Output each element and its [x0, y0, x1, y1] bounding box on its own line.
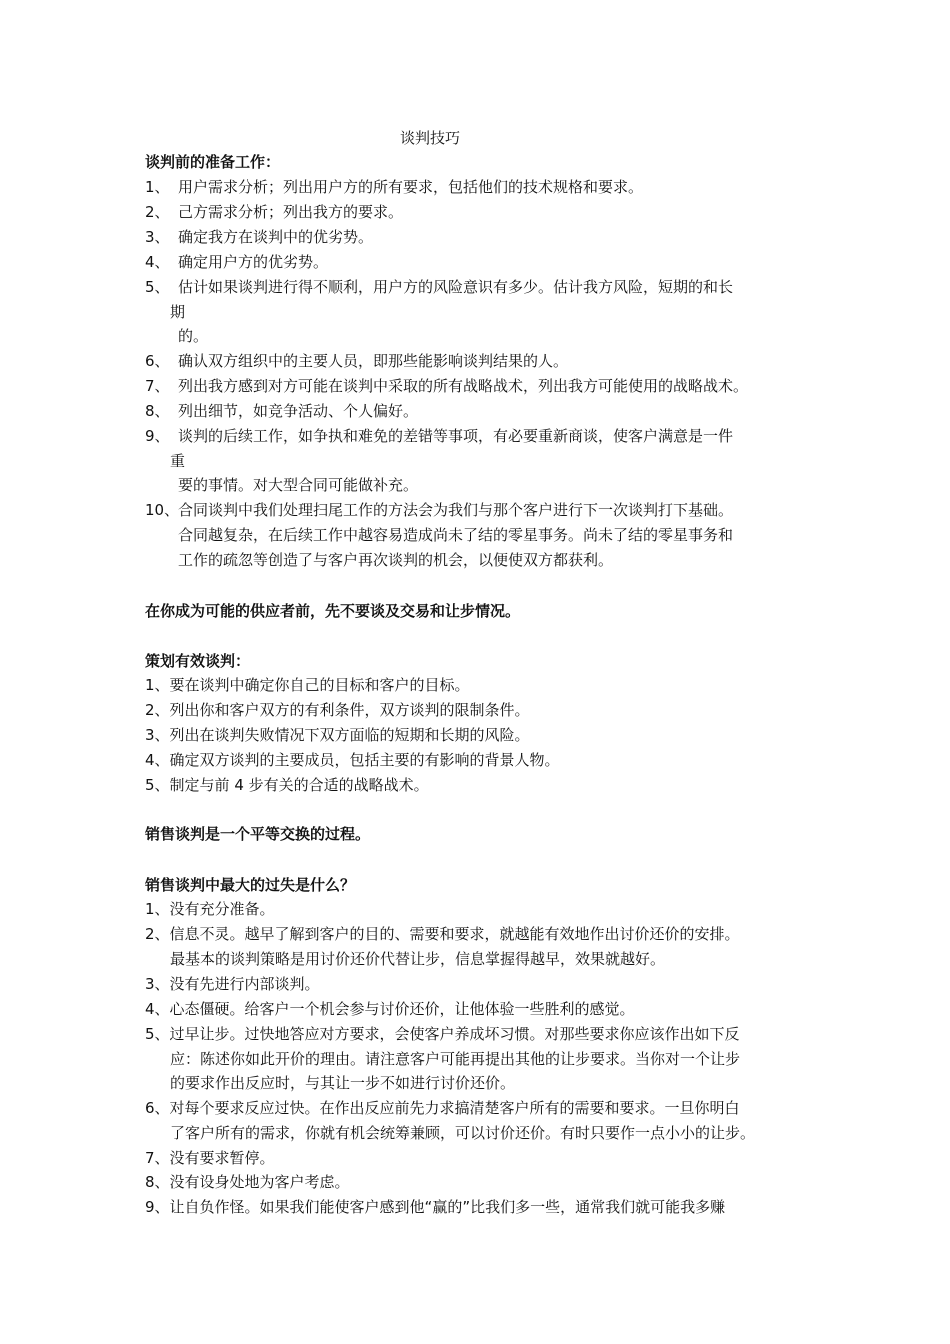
- list-item: [145, 350, 170, 372]
- item-text: 没有要求暂停。: [169, 1149, 275, 1167]
- item-number: 4、: [145, 253, 170, 271]
- list-item: [145, 1196, 725, 1218]
- item-text: 合同谈判中我们处理扫尾工作的方法会为我们与那个客户进行下一次谈判打下基础。: [178, 501, 734, 519]
- item-text-continuation: 工作的疏忽等创造了与客户再次谈判的机会，以便使双方都获利。: [178, 551, 614, 569]
- list-item: [145, 1023, 740, 1045]
- item-number: 8、: [145, 402, 170, 420]
- item-text-continuation: 的要求作出反应时，与其让一步不如进行讨价还价。: [170, 1074, 516, 1092]
- statement-supplier: 在你成为可能的供应者前，先不要谈及交易和让步情况。: [145, 602, 521, 620]
- item-text: 3、: [145, 975, 170, 993]
- item-text: 确定双方谈判的主要成员，包括主要的有影响的背景人物。: [169, 751, 560, 769]
- item-number: 3、: [145, 228, 170, 246]
- list-item: [145, 1147, 275, 1169]
- item-text: 确认双方组织中的主要人员，即那些能影响谈判结果的人。: [178, 352, 569, 370]
- list-item: [145, 1171, 350, 1193]
- item-text: 信息不灵。越早了解到客户的目的、需要和要求，就越能有效地作出讨价还价的安排。: [169, 925, 740, 943]
- item-number: 9、: [145, 427, 170, 445]
- list-item: [145, 499, 179, 521]
- item-text: 4、: [145, 751, 170, 769]
- list-item: [145, 425, 170, 447]
- item-text: 确定我方在谈判中的优劣势。: [178, 228, 374, 246]
- list-item: [145, 998, 635, 1020]
- item-text: 确定用户方的优劣势。: [178, 253, 329, 271]
- item-text: 谈判的后续工作，如争执和难免的差错等事项，有必要重新商谈，使客户满意是一件: [178, 427, 734, 445]
- item-text: 要在谈判中确定你自己的目标和客户的目标。: [169, 676, 470, 694]
- item-text: 列出细节，如竞争活动、个人偏好。: [178, 402, 419, 420]
- list-item: [145, 1097, 740, 1119]
- item-text: 过早让步。过快地答应对方要求，会使客户养成坏习惯。对那些要求你应该作出如下反: [169, 1025, 740, 1043]
- list-item: [145, 724, 530, 746]
- list-item: [145, 201, 170, 223]
- item-text: 心态僵硬。给客户一个机会参与讨价还价，让他体验一些胜利的感觉。: [169, 1000, 635, 1018]
- list-item: [145, 898, 275, 920]
- item-text: 估计如果谈判进行得不顺利，用户方的风险意识有多少。估计我方风险，短期的和长: [178, 278, 734, 296]
- list-item: [145, 774, 429, 796]
- list-item: [145, 176, 170, 198]
- list-item: [145, 923, 740, 945]
- item-text: 1、: [145, 900, 170, 918]
- item-text: 2、: [145, 925, 170, 943]
- section-heading-planning: 策划有效谈判：: [145, 652, 251, 670]
- item-text: 1、: [145, 676, 170, 694]
- item-number: 2、: [145, 203, 170, 221]
- list-item: [145, 973, 320, 995]
- item-text: 用户需求分析；列出用户方的所有要求，包括他们的技术规格和要求。: [178, 178, 644, 196]
- item-text-continuation: 的。: [178, 327, 209, 345]
- item-text-continuation: 合同越复杂，在后续工作中越容易造成尚未了结的零星事务。尚未了结的零星事务和: [178, 526, 734, 544]
- statement-equal-exchange: 销售谈判是一个平等交换的过程。: [145, 825, 371, 843]
- item-text: 己方需求分析；列出我方的要求。: [178, 203, 404, 221]
- item-text: 8、: [145, 1173, 170, 1191]
- item-text-continuation: 了客户所有的需求，你就有机会统筹兼顾，可以讨价还价。有时只要作一点小小的让步。: [170, 1124, 756, 1142]
- document-title: 谈判技巧: [399, 129, 460, 147]
- item-text: 对每个要求反应过快。在作出反应前先力求搞清楚客户所有的需要和要求。一旦你明白: [169, 1099, 740, 1117]
- list-item: [145, 400, 170, 422]
- item-text: 4、: [145, 1000, 170, 1018]
- list-item: [145, 375, 170, 397]
- item-text: 让自负作怪。如果我们能使客户感到他“赢的”比我们多一些，通常我们就可能我多赚: [169, 1198, 726, 1216]
- item-number: 5、: [145, 278, 170, 296]
- item-number: 6、: [145, 352, 170, 370]
- item-text: 9、: [145, 1198, 170, 1216]
- item-text: 5、: [145, 1025, 170, 1043]
- item-text: 列出在谈判失败情况下双方面临的短期和长期的风险。: [169, 726, 530, 744]
- item-text-continuation: 期: [170, 303, 186, 321]
- item-text: 7、: [145, 1149, 170, 1167]
- item-text: 5、: [145, 776, 170, 794]
- item-text-continuation: 应：陈述你如此开价的理由。请注意客户可能再提出其他的让步要求。当你对一个让步: [170, 1050, 741, 1068]
- list-item: [145, 749, 560, 771]
- item-text-continuation: 最基本的谈判策略是用讨价还价代替让步，信息掌握得越早，效果就越好。: [170, 950, 666, 968]
- item-text: 制定与前 4 步有关的合适的战略战术。: [169, 776, 429, 794]
- list-item: [145, 276, 170, 298]
- item-number: 10、: [145, 501, 180, 519]
- item-text: 6、: [145, 1099, 170, 1117]
- item-number: 1、: [145, 178, 170, 196]
- list-item: [145, 674, 470, 696]
- list-item: [145, 251, 170, 273]
- item-number: 7、: [145, 377, 170, 395]
- item-text-continuation: 要的事情。对大型合同可能做补充。: [178, 476, 419, 494]
- item-text: 没有充分准备。: [169, 900, 275, 918]
- list-item: [145, 699, 530, 721]
- item-text: 列出我方感到对方可能在谈判中采取的所有战略战术，列出我方可能使用的战略战术。: [178, 377, 749, 395]
- section-heading-mistakes: 销售谈判中最大的过失是什么？: [145, 876, 356, 894]
- section-heading-preparation: 谈判前的准备工作：: [145, 153, 281, 171]
- item-text: 没有先进行内部谈判。: [169, 975, 320, 993]
- item-text-continuation: 重: [170, 452, 186, 470]
- list-item: [145, 226, 170, 248]
- item-text: 列出你和客户双方的有利条件，双方谈判的限制条件。: [169, 701, 530, 719]
- item-text: 2、: [145, 701, 170, 719]
- item-text: 没有设身处地为客户考虑。: [169, 1173, 350, 1191]
- item-text: 3、: [145, 726, 170, 744]
